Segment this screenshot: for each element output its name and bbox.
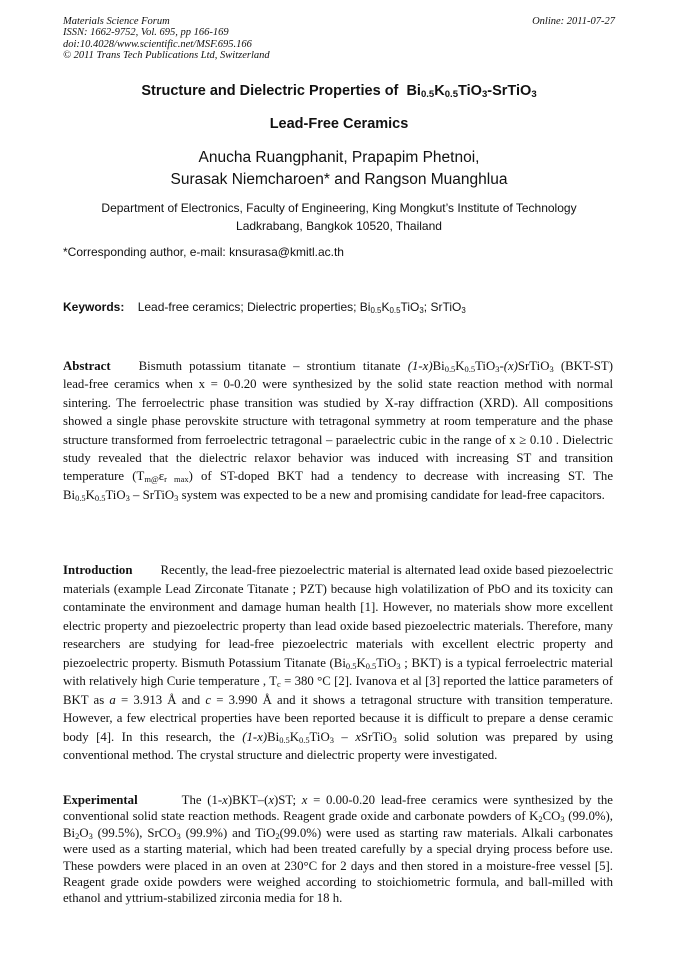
copyright-line: © 2011 Trans Tech Publications Ltd, Switzerland xyxy=(63,49,270,61)
authors-line2: Surasak Niemcharoen* and Rangson Muanghlua xyxy=(170,171,508,188)
affiliation xyxy=(0,199,678,235)
author-list xyxy=(0,147,678,191)
paper-title: Structure and Dielectric Properties of $Bi_{0.5}K_{0.5}TiO_3-SrTiO_3$ xyxy=(141,83,537,100)
affiliation-line2: Ladkrabang, Bangkok 10520, Thailand xyxy=(236,219,442,233)
keywords: Keywords: Lead-free ceramics; Dielectric properties; $Bi_{0.5}K_{0.5}TiO_3$; SrTiO$_3$ xyxy=(63,300,466,315)
journal-name: Materials Science Forum xyxy=(63,16,170,27)
issn-line: ISSN: 1662-9752, Vol. 695, pp 166-169 xyxy=(63,27,229,39)
online-date: Online: 2011-07-27 xyxy=(532,16,615,27)
introduction-label: Introduction xyxy=(63,563,133,577)
introduction-paragraph: Introduction Recently, the lead-free piezoelectric material is alternated lead oxide based piezoelectric materials (example Lead Zirconate Titanate ; PZT) because high volatilization of PbO and its toxicity can contaminate the environment and damage human health [1]. However, no materials show more excellent electric property and piezoelectric property than lead oxide based piezoelectric materials. Therefore, many researchers are studying for lead-free piezoelectric materials with excellent electric property and piezoelectric property. Bismuth Potassium Titanate ($Bi_{0.5}K_{0.5}TiO_3$ ; BKT) is a typical ferroelectric material with relatively high Curie temperature , $T_c = 380$ °C [2]. Ivanova et al [3] reported the lattice parameters of BKT as a = 3.913 Å and c = 3.990 Å and it shows a tetragonal structure with transition temperature. However, a few electrical properties have been reported because it is difficult to prepare a dense ceramic body [4]. In this research, the $(1-x)Bi_{0.5}K_{0.5}TiO_3$ – xSrTiO$_3$ solid solution was prepared by using conventional method. The crystal structure and dielectric property were investigated. xyxy=(63,563,614,762)
journal-header xyxy=(63,16,270,61)
keywords-label: Keywords: xyxy=(63,300,125,314)
corresponding-author: *Corresponding author, e-mail: knsurasa@kmitl.ac.th xyxy=(63,245,344,259)
abstract-paragraph: Abstract Bismuth potassium titanate – strontium titanate $(1-x)Bi_{0.5}K_{0.5}TiO_3-(x)SrTiO_3$ (BKT-ST) lead-free ceramics when x = 0-0.20 were synthesized by the solid state reaction method with normal sintering. The ferroelectric phase transition was studied by X-ray diffraction (XRD). All compositions showed a single phase perovskite structure with tetragonal symmetry at room temperature and the phase structure transformed from ferroelectric tetragonal – paraelectric cubic in the range of x ≥ 0.10 . Dielectric study revealed that the dielectric relaxor behavior was induced with increasing ST and transition temperature $(T_{m@}\varepsilon_{r max})$ of ST-doped BKT had a tendency to decrease with increasing ST. The $Bi_{0.5}K_{0.5}TiO_3$ – SrTiO$_3$ system was expected to be a new and promising candidate for lead-free capacitors. xyxy=(63,359,614,503)
experimental-label: Experimental xyxy=(63,793,138,807)
experimental-paragraph: Experimental The (1-x)BKT–(x)ST; x = 0.00-0.20 lead-free ceramics were synthesized by the conventional solid state reaction methods. Reagent grade oxide and carbonate powders of $K_2CO_3$ (99.0%), $Bi_2O_3$ (99.5%), SrCO$_3$ (99.9%) and TiO$_2$(99.0%) were used as starting raw materials. Alkali carbonates were used as a starting material, which had been treated carefully by a special drying process before use. These powders were placed in an oven at 230°C for 2 days and then stored in a moisture-free vessel [5]. Reagent grade oxide powders were weighed according to stoichiometric formula, and ball-milled with ethanol and yttrium-stabilized zirconia media for 18 h. xyxy=(63,793,613,906)
authors-line1: Anucha Ruangphanit, Prapapim Phetnoi, xyxy=(198,149,480,166)
paper-title-line2: Lead-Free Ceramics xyxy=(269,116,409,132)
doi-link[interactable]: doi:10.4028/www.scientific.net/MSF.695.166 xyxy=(63,38,252,50)
affiliation-line1: Department of Electronics, Faculty of Engineering, King Mongkut’s Institute of Technology xyxy=(101,201,577,215)
abstract-label: Abstract xyxy=(63,359,111,373)
